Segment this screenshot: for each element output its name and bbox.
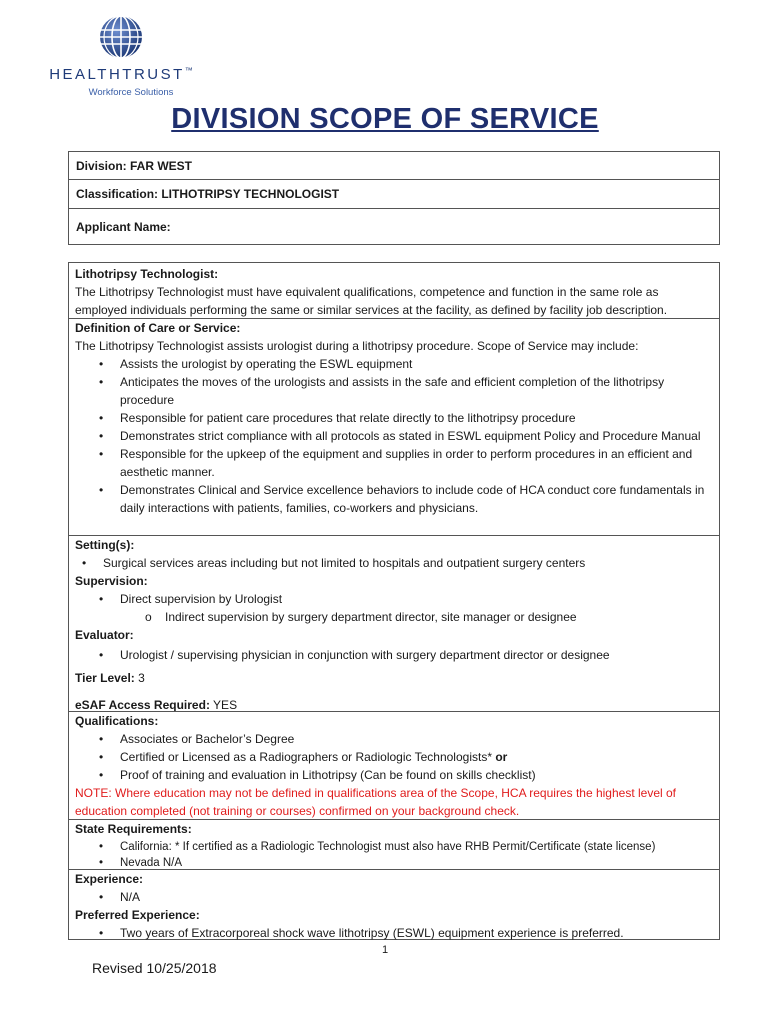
technologist-heading: Lithotripsy Technologist: [75, 267, 219, 281]
tier-level: Tier Level: 3 [75, 671, 145, 685]
settings-section [69, 535, 719, 714]
list-item: • Anticipates the moves of the urologists and assists in the safe and efficient completion of the lithotripsy procedure [120, 373, 713, 409]
list-item: • Associates or Bachelor’s Degree [120, 730, 713, 748]
experience-bullet-list [75, 888, 713, 906]
list-item: • Two years of Extracorporeal shock wave lithotripsy (ESWL) equipment experience is preferred. [120, 924, 713, 942]
list-item: • Direct supervision by Urologist [120, 590, 713, 608]
definition-heading: Definition of Care or Service: [75, 321, 241, 335]
list-item: • N/A [120, 888, 713, 906]
settings-heading: Setting(s): [75, 538, 135, 552]
scope-details-box [68, 262, 720, 940]
supervision-sub-list [75, 608, 713, 626]
evaluator-bullet-list [75, 646, 713, 664]
applicant-info-table [68, 151, 720, 245]
definition-text: The Lithotripsy Technologist assists urologist during a lithotripsy procedure. Scope of Service may include: [75, 339, 639, 353]
list-item: • California: * If certified as a Radiologic Technologist must also have RHB Permit/Certificate (state license) [120, 838, 713, 856]
settings-bullet-list [75, 554, 713, 572]
preferred-experience-bullet-list [75, 924, 713, 942]
definition-bullet-list [75, 355, 713, 517]
applicant-name-field[interactable]: Applicant Name: [69, 209, 720, 245]
state-requirements-section [69, 819, 719, 871]
brand-name: HEALTHTRUST™ [49, 66, 193, 83]
list-item: • Responsible for patient care procedures that relate directly to the lithotripsy procedure [120, 409, 713, 427]
state-bullet-list [75, 838, 713, 871]
education-note: NOTE: Where education may not be defined in qualifications area of the Scope, HCA requires the highest level of education completed (not training or courses) confirmed on your background check. [75, 786, 677, 818]
brand-subtitle: Workforce Solutions [88, 87, 174, 98]
revised-date: Revised 10/25/2018 [92, 960, 217, 976]
classification-field: Classification: LITHOTRIPSY TECHNOLOGIST [69, 180, 720, 209]
supervision-heading: Supervision: [75, 574, 148, 588]
technologist-text: The Lithotripsy Technologist must have equivalent qualifications, competence and function in the same role as employed individuals performing the same or similar services at the facility, as defined by facility job description. [75, 285, 668, 317]
list-item: • Demonstrates strict compliance with all protocols as stated in ESWL equipment Policy and Procedure Manual [120, 427, 713, 445]
list-item: • Responsible for the upkeep of the equipment and supplies in order to perform procedures in an efficient and aesthetic manner. [120, 445, 713, 481]
list-item: • Surgical services areas including but not limited to hospitals and outpatient surgery centers [103, 554, 713, 572]
esaf-access: eSAF Access Required: YES [75, 698, 238, 712]
definition-section [69, 318, 719, 517]
healthtrust-logo [46, 14, 196, 98]
evaluator-heading: Evaluator: [75, 628, 134, 642]
list-item: • Urologist / supervising physician in conjunction with surgery department director or designee [120, 646, 713, 664]
preferred-experience-heading: Preferred Experience: [75, 908, 200, 922]
list-item: • Demonstrates Clinical and Service excellence behaviors to include code of HCA conduct core fundamentals in daily interactions with patients, families, co-workers and physicians. [120, 481, 713, 517]
qualifications-bullet-list [75, 730, 713, 784]
state-requirements-heading: State Requirements: [75, 822, 192, 836]
experience-section [69, 869, 719, 942]
list-item: • Proof of training and evaluation in Lithotripsy (Can be found on skills checklist) [120, 766, 713, 784]
list-item: • Assists the urologist by operating the ESWL equipment [120, 355, 713, 373]
experience-heading: Experience: [75, 872, 144, 886]
qualifications-section [69, 711, 719, 820]
document-title: DIVISION SCOPE OF SERVICE [171, 103, 599, 135]
list-item: • Certified or Licensed as a Radiographers or Radiologic Technologists* or [120, 748, 713, 766]
list-item: o Indirect supervision by surgery department director, site manager or designee [165, 608, 713, 626]
globe-logo-icon [98, 14, 144, 60]
page-number: 1 [381, 944, 389, 956]
list-item: • Nevada N/A [120, 856, 713, 871]
supervision-bullet-list [75, 590, 713, 608]
qualifications-heading: Qualifications: [75, 714, 159, 728]
division-field: Division: FAR WEST [69, 152, 720, 180]
technologist-section [69, 265, 719, 319]
